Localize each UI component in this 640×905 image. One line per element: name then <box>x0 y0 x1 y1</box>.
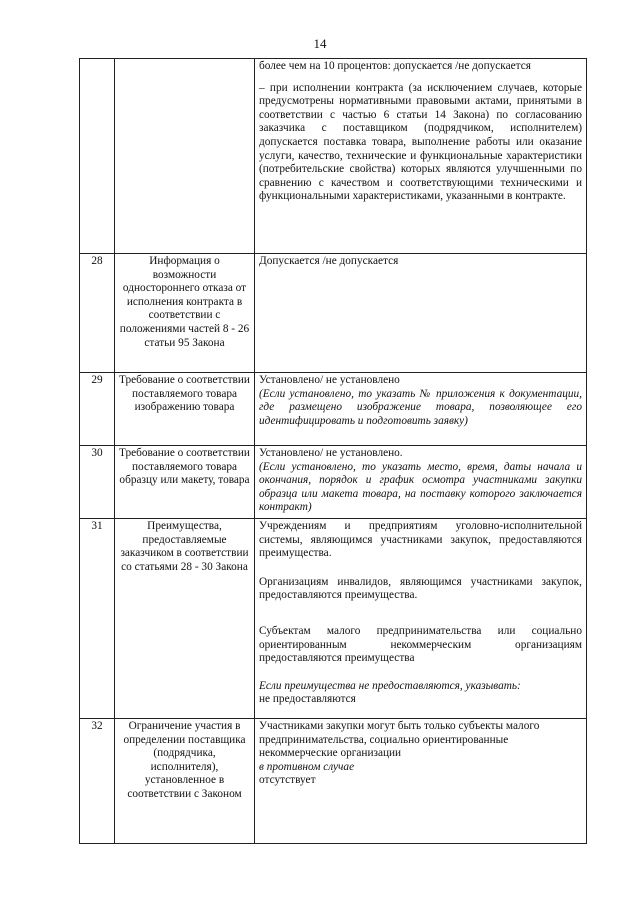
value-text: Организациям инвалидов, являющимся участниками закупок, предоставляются преимущества. <box>259 575 582 602</box>
value-text: Допускается /не допускается <box>259 255 399 267</box>
table-row <box>80 446 587 519</box>
row-name: Требование о соответствии поставляемого товара изображению товара <box>115 373 255 446</box>
value-note: в противном случае <box>259 760 355 773</box>
table-row <box>80 719 587 844</box>
value-note: Если преимущества не предоставляются, указывать: <box>259 679 521 692</box>
value-text: более чем на 10 процентов: допускается /не допускается <box>259 60 531 72</box>
row-value <box>255 373 587 446</box>
value-text: Установлено/ не установлено. <box>259 447 403 459</box>
row-name <box>115 59 255 254</box>
value-text: Субъектам малого предпринимательства или социально ориентированным некоммерческим организациям предоставляются преимущества <box>259 624 582 665</box>
row-value <box>255 519 587 719</box>
procurement-table <box>79 58 587 844</box>
row-name: Информация о возможности одностороннего отказа от исполнения контракта в соответствии с положениями частей 8 - 26 статьи 95 Закона <box>115 254 255 373</box>
row-value <box>255 719 587 844</box>
row-number: 28 <box>80 254 115 373</box>
value-text: – при исполнении контракта (за исключением случаев, которые предусмотрены нормативными правовыми актами, принятыми в соответствии с частью 6 статьи 14 Закона) по согласованию заказчика с поставщиком (подрядчиком, исполнителем) допускается поставка товара, выполнение работы или оказание услуги, качество, технические и функциональные характеристики (потребительские свойства) которых являются улучшенными по сравнению с качеством и соответствующими техническими и функциональными характеристиками, указанными в контракте. <box>259 81 582 203</box>
row-name: Требование о соответствии поставляемого товара образцу или макету, товара <box>115 446 255 519</box>
value-text: отсутствует <box>259 774 316 787</box>
row-number: 30 <box>80 446 115 519</box>
value-note: (Если установлено, то указать № приложения к документации, где размещено изображение товара, позволяющее его идентифицировать и подготовить заявку) <box>259 387 582 427</box>
table-row <box>80 254 587 373</box>
value-note: (Если установлено, то указать место, время, даты начала и окончания, порядок и график осмотра участниками закупки образца или макета товара, на поставку которого заключается контракт) <box>259 460 582 514</box>
row-number: 29 <box>80 373 115 446</box>
row-value <box>255 254 587 373</box>
row-name: Преимущества, предоставляемые заказчиком в соответствии со статьями 28 - 30 Закона <box>115 519 255 719</box>
table-row <box>80 519 587 719</box>
row-number <box>80 59 115 254</box>
page-number: 14 <box>313 36 327 51</box>
value-text: не предоставляются <box>259 693 356 706</box>
row-number: 31 <box>80 519 115 719</box>
value-text: Установлено/ не установлено <box>259 374 400 386</box>
row-name: Ограничение участия в определении поставщика (подрядчика, исполнителя), установленное в соответствии с Законом <box>115 719 255 844</box>
table-row <box>80 373 587 446</box>
value-text: Учреждениям и предприятиям уголовно-исполнительной системы, являющимся участниками закупок, предоставляются преимущества. <box>259 520 582 560</box>
row-number: 32 <box>80 719 115 844</box>
row-value <box>255 59 587 254</box>
row-value <box>255 446 587 519</box>
table-row <box>80 59 587 254</box>
value-text: Участниками закупки могут быть только субъекты малого предпринимательства, социально ориентированные некоммерческие организации <box>259 720 540 760</box>
